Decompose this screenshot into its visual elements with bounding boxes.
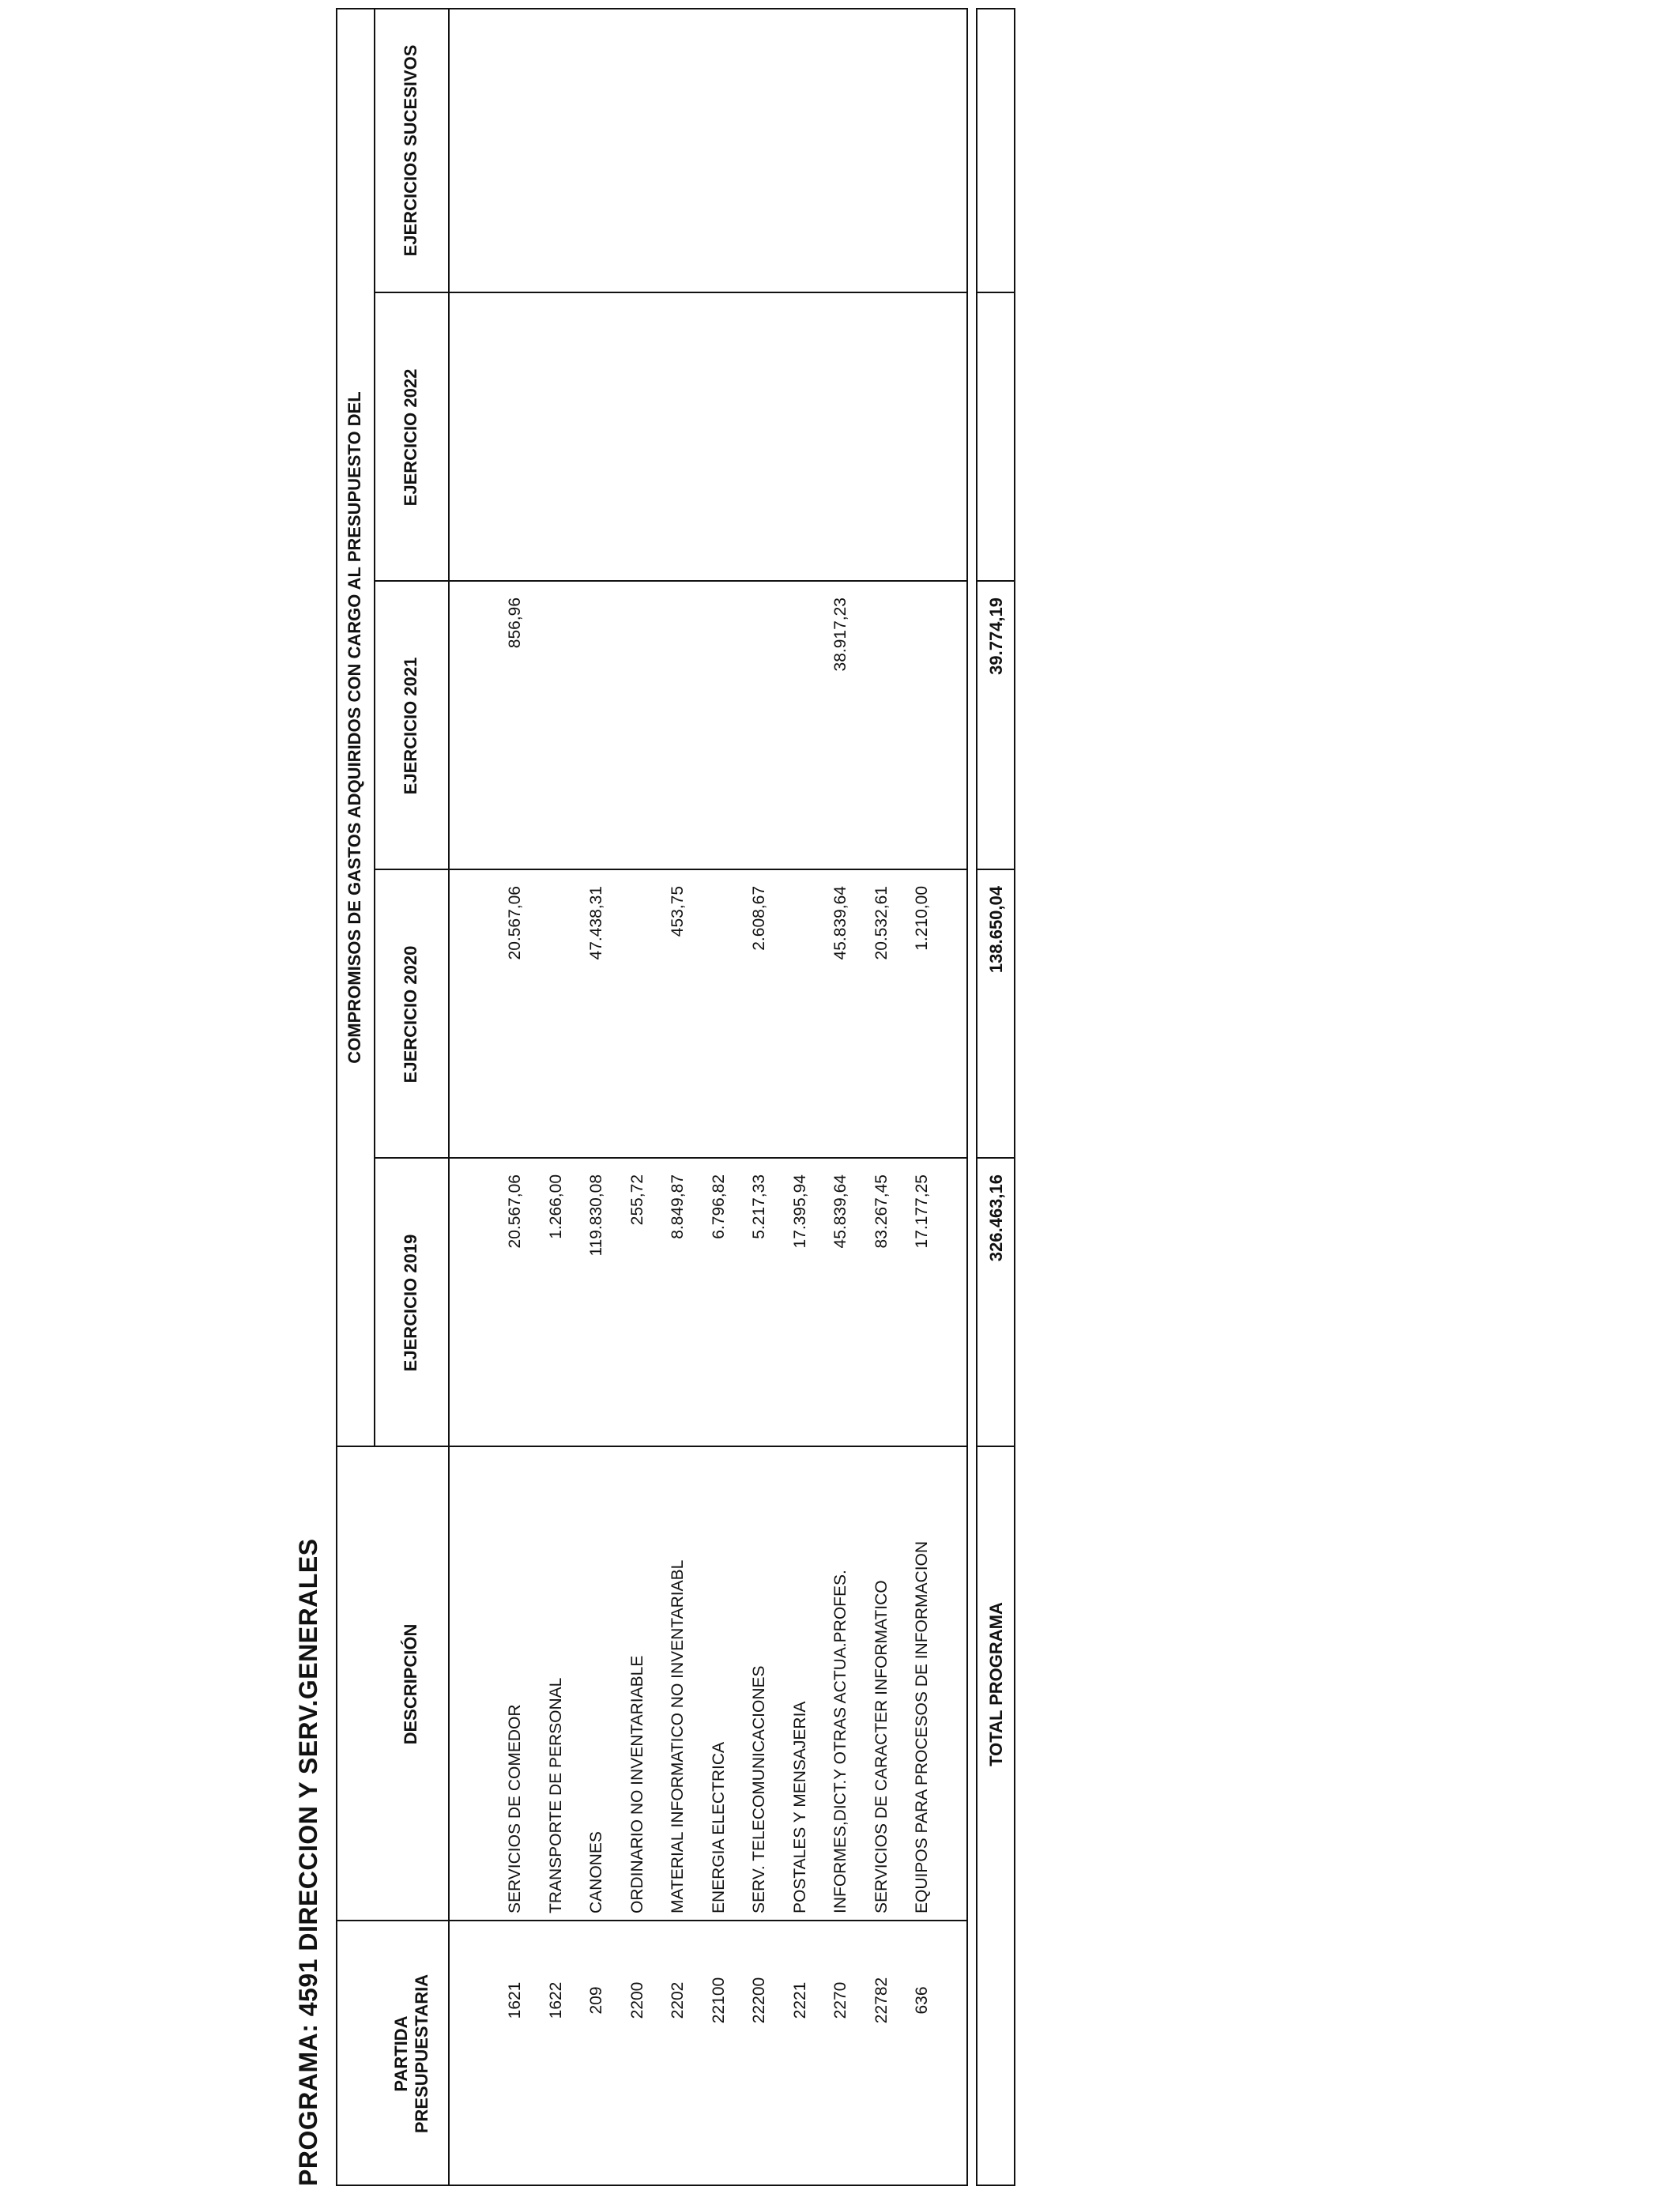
total-col-divider	[976, 292, 1015, 293]
total-col-divider	[976, 580, 1015, 582]
cell-ejercicio-2021: 38.917,23	[831, 598, 849, 672]
cell-descripcion: ENERGIA ELECTRICA	[710, 1741, 728, 1913]
header-ejercicio-2022: EJERCICIO 2022	[401, 368, 420, 507]
header-group: COMPROMISOS DE GASTOS ADQUIRIDOS CON CARGO AL PRESUPUESTO DEL	[345, 391, 364, 1064]
header-divider	[448, 8, 450, 1447]
cell-descripcion: SERVICIOS DE CARACTER INFORMATICO	[872, 1580, 891, 1913]
header-partida-line1: PARTIDA	[391, 2015, 411, 2092]
col-divider	[374, 580, 968, 582]
cell-partida: 22200	[750, 1977, 768, 2024]
col-divider	[336, 1446, 968, 1447]
cell-descripcion: INFORMES,DICT.Y OTRAS ACTUA.PROFES.	[831, 1570, 849, 1913]
cell-partida: 2200	[628, 1981, 646, 2019]
cell-descripcion: MATERIAL INFORMATICO NO INVENTARIABL	[669, 1559, 687, 1913]
cell-partida: 2221	[791, 1981, 809, 2019]
cell-ejercicio-2020: 47.438,31	[587, 886, 605, 960]
header-ejercicios-sucesivos: EJERCICIOS SUCESIVOS	[401, 44, 420, 257]
cell-descripcion: POSTALES Y MENSAJERIA	[791, 1701, 809, 1913]
cell-partida: 2270	[831, 1981, 849, 2019]
page-title: PROGRAMA: 4591 DIRECCION Y SERV.GENERALES	[294, 1538, 322, 2186]
cell-partida: 22782	[872, 1977, 891, 2024]
total-col-divider	[976, 869, 1015, 870]
header-ejercicio-2021: EJERCICIO 2021	[401, 657, 420, 795]
cell-ejercicio-2020: 2.608,67	[750, 886, 768, 951]
cell-descripcion: SERV. TELECOMUNICACIONES	[750, 1665, 768, 1913]
cell-descripcion: ORDINARIO NO INVENTARIABLE	[628, 1655, 646, 1913]
cell-ejercicio-2020: 1.210,00	[913, 886, 931, 951]
cell-descripcion: EQUIPOS PARA PROCESOS DE INFORMACION	[913, 1540, 931, 1913]
total-2019: 326.463,16	[986, 1174, 1006, 1262]
group-divider	[374, 8, 375, 1447]
cell-descripcion: TRANSPORTE DE PERSONAL	[547, 1677, 565, 1913]
cell-ejercicio-2019: 20.567,06	[506, 1174, 524, 1249]
cell-ejercicio-2019: 119.830,08	[587, 1174, 605, 1257]
total-2020: 138.650,04	[986, 886, 1006, 974]
cell-ejercicio-2019: 1.266,00	[547, 1174, 565, 1239]
cell-ejercicio-2019: 17.395,94	[791, 1174, 809, 1249]
cell-ejercicio-2021: 856,96	[506, 598, 524, 649]
cell-ejercicio-2019: 8.849,87	[669, 1174, 687, 1239]
cell-ejercicio-2019: 83.267,45	[872, 1174, 891, 1249]
cell-ejercicio-2020: 20.567,06	[506, 886, 524, 960]
total-label: TOTAL PROGRAMA	[986, 1602, 1006, 1766]
total-2021: 39.774,19	[986, 598, 1006, 675]
cell-ejercicio-2019: 6.796,82	[710, 1174, 728, 1239]
cell-partida: 22100	[710, 1977, 728, 2024]
col-divider	[374, 292, 968, 293]
cell-ejercicio-2020: 20.532,61	[872, 886, 891, 960]
cell-ejercicio-2019: 45.839,64	[831, 1174, 849, 1249]
cell-ejercicio-2020: 45.839,64	[831, 886, 849, 960]
cell-partida: 636	[913, 1986, 931, 2015]
cell-ejercicio-2019: 255,72	[628, 1174, 646, 1226]
header-divider	[448, 1447, 450, 2186]
cell-ejercicio-2020: 453,75	[669, 886, 687, 937]
header-ejercicio-2020: EJERCICIO 2020	[401, 945, 420, 1084]
header-descripcion: DESCRIPCIÓN	[401, 1623, 420, 1745]
cell-descripcion: SERVICIOS DE COMEDOR	[506, 1704, 524, 1913]
header-partida-line2: PRESUPUESTARIA	[412, 1973, 431, 2134]
cell-ejercicio-2019: 17.177,25	[913, 1174, 931, 1249]
total-col-divider	[976, 1157, 1015, 1159]
cell-partida: 209	[587, 1986, 605, 2015]
cell-partida: 2202	[669, 1981, 687, 2019]
header-ejercicio-2019: EJERCICIO 2019	[401, 1234, 420, 1372]
cell-partida: 1621	[506, 1981, 524, 2019]
cell-ejercicio-2019: 5.217,33	[750, 1174, 768, 1239]
col-divider	[374, 1157, 968, 1159]
cell-descripcion: CANONES	[587, 1831, 605, 1913]
col-divider	[374, 869, 968, 870]
cell-partida: 1622	[547, 1981, 565, 2019]
